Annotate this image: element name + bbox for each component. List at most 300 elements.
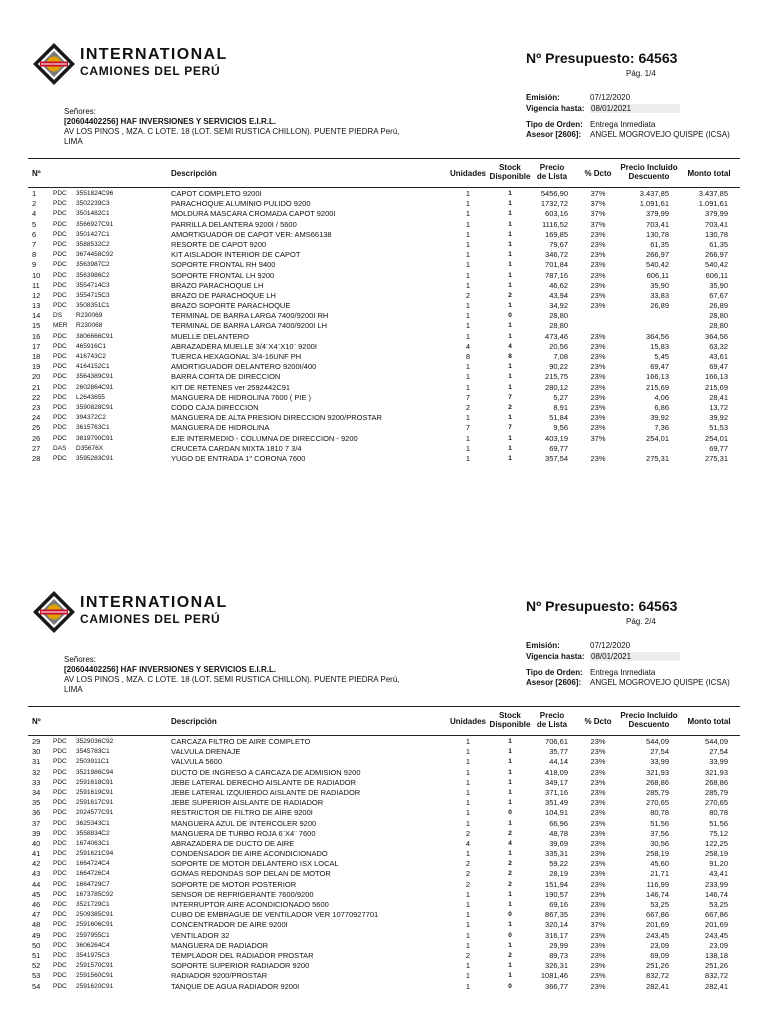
item-total: 258,19 (705, 849, 728, 859)
item-list-price: 48,78 (549, 828, 568, 838)
item-list-price: 1081,46 (540, 971, 568, 981)
item-description: RADIADOR 9200/PROSTAR (171, 971, 268, 981)
item-total: 201,69 (705, 920, 728, 930)
item-number: 41 (32, 849, 41, 859)
item-list-price: 701,84 (545, 260, 568, 270)
item-prefix: PDC (53, 353, 67, 360)
item-number: 9 (32, 260, 37, 270)
item-total: 146,74 (705, 889, 728, 899)
item-discount: 23% (590, 413, 606, 423)
item-code: 3501427C1 (76, 230, 110, 238)
item-net-price: 166,13 (646, 372, 669, 382)
item-stock: 1 (508, 190, 512, 197)
item-number: 53 (32, 971, 41, 981)
item-number: 26 (32, 433, 41, 443)
item-description: SENSOR DE REFRIGERANTE 7600/9200 (171, 889, 314, 899)
table-row (28, 869, 740, 879)
item-net-price: 130,78 (646, 229, 669, 239)
item-stock: 1 (508, 240, 512, 248)
item-total: 26,89 (709, 301, 728, 311)
item-net-price: 146,74 (646, 889, 669, 899)
item-total: 544,09 (705, 737, 728, 746)
item-units: 1 (465, 372, 471, 382)
item-prefix: PDC (53, 342, 67, 350)
item-description: TERMINAL DE BARRA LARGA 7400/9200I LH (171, 321, 328, 331)
item-total: 51,53 (709, 423, 728, 433)
item-code: 3508351C1 (76, 302, 110, 310)
item-total: 166,13 (705, 372, 728, 382)
item-units: 1 (465, 798, 471, 808)
item-number: 44 (32, 879, 41, 889)
item-discount: 23% (590, 341, 606, 351)
item-discount: 23% (590, 950, 606, 960)
item-total: 540,42 (705, 260, 728, 270)
item-code: 2591606C91 (76, 921, 114, 929)
emision-label: Emisión: (526, 93, 560, 102)
item-discount: 23% (590, 879, 606, 889)
item-discount: 23% (590, 940, 606, 950)
item-code: 1673785C92 (76, 890, 114, 898)
item-description: AMORTIGUADOR DELANTERO 9200I/400 (171, 362, 317, 372)
item-total: 3.437,85 (698, 189, 728, 198)
table-row (28, 220, 740, 230)
item-number: 47 (32, 910, 41, 920)
item-code: 3564389C91 (76, 373, 114, 381)
item-list-price: 473,46 (545, 331, 568, 341)
item-total: 1.091,61 (698, 199, 728, 209)
item-description: RESORTE DE CAPOT 9200 (171, 239, 267, 249)
table-row (28, 880, 740, 890)
item-list-price: 66,96 (549, 818, 568, 828)
item-description: SOPORTE FRONTAL RH 9400 (171, 260, 276, 270)
item-description: YUGO DE ENTRADA 1" CORONA 7600 (171, 453, 306, 463)
item-list-price: 8,91 (553, 402, 568, 412)
item-discount: 23% (590, 838, 606, 848)
item-prefix: PDC (53, 240, 67, 248)
table-row (28, 931, 740, 941)
item-prefix: MER (53, 322, 68, 330)
item-number: 22 (32, 392, 41, 402)
item-discount: 23% (590, 402, 606, 412)
col-total: Monto total (687, 717, 731, 726)
client-name: [20604402256] HAF INVERSIONES Y SERVICIOS E.I.R.L. (64, 665, 277, 674)
item-net-price: 544,09 (646, 737, 669, 746)
item-units: 1 (465, 910, 471, 920)
item-discount: 23% (590, 423, 606, 433)
table-row (28, 301, 740, 311)
item-total: 275,31 (705, 453, 728, 463)
brand-subtitle: CAMIONES DEL PERÚ (80, 612, 221, 626)
item-prefix: PDC (53, 921, 67, 929)
item-list-price: 418,09 (545, 767, 568, 777)
item-description: EJE INTERMEDIO - COLUMNA DE DIRECCION - 9200 (171, 433, 358, 443)
item-stock: 0 (508, 982, 512, 990)
item-description: KIT DE RETENES ver 2592442C91 (171, 382, 291, 392)
item-number: 45 (32, 889, 41, 899)
item-number: 54 (32, 981, 41, 991)
item-units: 2 (465, 402, 471, 412)
client-address: AV LOS PINOS , MZA. C LOTE. 18 (LOT. SEMI RUSTICA CHILLON). PUENTE PIEDRA Perú, (64, 675, 400, 684)
item-prefix: PDC (53, 809, 67, 817)
item-number: 20 (32, 372, 41, 382)
item-units: 1 (465, 189, 471, 198)
item-number: 40 (32, 838, 41, 848)
item-code: 1664729C7 (76, 880, 110, 888)
item-prefix: PDC (53, 332, 67, 340)
item-units: 2 (465, 290, 471, 300)
item-number: 1 (32, 189, 37, 198)
item-code: 2597955C1 (76, 931, 110, 939)
table-row (28, 839, 740, 849)
tipo-value: Entrega Inmediata (590, 120, 656, 129)
item-discount: 23% (590, 382, 606, 392)
table-row (28, 240, 740, 250)
item-code: 3563987C2 (76, 261, 110, 269)
item-code: 2503911C1 (76, 758, 110, 766)
table-row (28, 311, 740, 321)
item-total: 667,86 (705, 910, 728, 920)
page-number: Pág. 1/4 (626, 69, 656, 78)
item-number: 42 (32, 859, 41, 869)
quote-number: Nº Presupuesto: 64563 (526, 598, 678, 614)
item-prefix: PDC (53, 778, 67, 786)
item-units: 1 (465, 971, 471, 981)
item-total: 39,92 (709, 413, 728, 423)
item-number: 15 (32, 321, 41, 331)
item-total: 61,35 (709, 239, 728, 249)
item-total: 122,25 (705, 838, 728, 848)
item-total: 35,90 (709, 280, 728, 290)
item-list-price: 9,56 (553, 423, 568, 433)
item-discount: 23% (590, 250, 606, 260)
item-list-price: 28,19 (549, 869, 568, 879)
item-number: 2 (32, 199, 37, 209)
item-units: 1 (465, 250, 471, 260)
table-row (28, 434, 740, 444)
table-row (28, 383, 740, 393)
item-list-price: 89,73 (549, 950, 568, 960)
item-prefix: PDC (53, 911, 67, 919)
item-number: 50 (32, 940, 41, 950)
item-net-price: 15,83 (650, 341, 669, 351)
item-number: 31 (32, 757, 41, 767)
item-stock: 7 (508, 393, 512, 401)
item-net-price: 23,09 (650, 940, 669, 950)
item-net-price: 33,99 (650, 757, 669, 767)
item-code: 4164152C1 (76, 363, 110, 371)
item-list-price: 59,22 (549, 859, 568, 869)
item-units: 1 (465, 737, 471, 746)
item-units: 1 (465, 301, 471, 311)
table-row (28, 444, 740, 454)
item-number: 34 (32, 787, 41, 797)
item-stock: 1 (508, 941, 512, 949)
item-discount: 23% (590, 301, 606, 311)
item-number: 7 (32, 239, 37, 249)
item-number: 8 (32, 250, 37, 260)
tipo-label: Tipo de Orden: (526, 668, 583, 677)
item-stock: 1 (508, 819, 512, 827)
item-list-price: 357,54 (545, 453, 568, 463)
table-row (28, 199, 740, 209)
item-total: 215,69 (705, 382, 728, 392)
table-row (28, 403, 740, 413)
item-discount: 37% (590, 433, 606, 443)
item-code: 3501482C1 (76, 210, 110, 218)
item-stock: 1 (508, 363, 512, 371)
table-row (28, 788, 740, 798)
item-description: INTERRUPTOR AIRE ACONDICIONADO 5600 (171, 900, 329, 909)
item-code: 3554714C3 (76, 281, 110, 289)
item-net-price: 266,97 (646, 250, 669, 260)
table-row (28, 737, 740, 747)
item-number: 25 (32, 423, 41, 433)
item-list-price: 69,77 (549, 443, 568, 453)
item-list-price: 867,35 (545, 910, 568, 920)
item-list-price: 44,14 (549, 757, 568, 767)
item-code: 2591620C91 (76, 982, 114, 990)
item-description: SOPORTE SUPERIOR RADIADOR 9200 (171, 961, 310, 971)
item-list-price: 351,49 (545, 798, 568, 808)
item-discount: 37% (590, 199, 606, 209)
client-greeting: Señores: (64, 107, 97, 116)
item-discount: 23% (590, 290, 606, 300)
item-list-price: 39,69 (549, 838, 568, 848)
item-number: 33 (32, 777, 41, 787)
item-prefix: PDC (53, 839, 67, 847)
item-discount: 23% (590, 818, 606, 828)
item-stock: 1 (508, 444, 512, 452)
item-code: 3806666C91 (76, 332, 114, 340)
item-number: 23 (32, 402, 41, 412)
tipo-label: Tipo de Orden: (526, 120, 583, 129)
item-description: VALVULA 5600 (171, 757, 223, 767)
item-net-price: 30,56 (650, 838, 669, 848)
item-net-price: 667,86 (646, 910, 669, 920)
item-description: SOPORTE FRONTAL LH 9200 (171, 270, 275, 280)
item-units: 1 (465, 219, 471, 229)
item-total: 33,99 (709, 757, 728, 767)
item-description: MANGUERA DE TURBO ROJA 6¨X4¨ 7600 (171, 828, 316, 838)
item-stock: 1 (508, 210, 512, 218)
col-number: Nº (32, 169, 41, 178)
item-stock: 4 (508, 839, 512, 847)
item-list-price: 190,57 (545, 889, 568, 899)
item-discount: 23% (590, 930, 606, 940)
item-net-price: 321,93 (646, 767, 669, 777)
item-net-price: 258,19 (646, 849, 669, 859)
table-row (28, 393, 740, 403)
item-prefix: PDC (53, 850, 67, 858)
item-description: ABRAZADERA MUELLE 3/4¨X4¨X10¨ 9200I (171, 341, 317, 351)
item-units: 2 (465, 859, 471, 869)
tipo-value: Entrega Inmediata (590, 668, 656, 677)
item-units: 1 (465, 930, 471, 940)
col-total: Monto total (687, 169, 731, 178)
item-code: 2509385C91 (76, 911, 114, 919)
item-units: 1 (465, 747, 471, 757)
table-row (28, 260, 740, 270)
items-table-page-2 (28, 737, 740, 992)
item-net-price: 69,47 (650, 362, 669, 372)
table-row (28, 778, 740, 788)
item-code: R230068 (76, 322, 103, 330)
item-code: 2591621C94 (76, 850, 114, 858)
item-net-price: 832,72 (646, 971, 669, 981)
item-total: 23,09 (709, 940, 728, 950)
item-code: 3529036C92 (76, 738, 114, 745)
item-description: BARRA CORTA DE DIRECCION (171, 372, 281, 382)
item-stock: 0 (508, 931, 512, 939)
item-total: 266,97 (705, 250, 728, 260)
item-prefix: PDC (53, 941, 67, 949)
item-units: 4 (465, 341, 471, 351)
item-total: 91,20 (709, 859, 728, 869)
item-description: CONDENSADOR DE AIRE ACONDICIONADO (171, 849, 328, 859)
item-units: 1 (465, 229, 471, 239)
item-prefix: PDC (53, 972, 67, 980)
item-number: 35 (32, 798, 41, 808)
client-city: LIMA (64, 685, 83, 694)
item-net-price: 27,54 (650, 747, 669, 757)
table-row (28, 332, 740, 342)
table-row (28, 768, 740, 778)
item-list-price: 51,84 (549, 413, 568, 423)
item-code: 416743C2 (76, 353, 106, 360)
item-units: 1 (465, 270, 471, 280)
table-row (28, 951, 740, 961)
item-list-price: 215,75 (545, 372, 568, 382)
item-list-price: 69,16 (549, 900, 568, 909)
items-table-page-1 (28, 189, 740, 464)
item-net-price: 364,56 (646, 331, 669, 341)
item-stock: 1 (508, 738, 512, 745)
international-logo (32, 588, 232, 640)
item-list-price: 7,08 (553, 352, 568, 361)
vigencia-value: 08/01/2021 (590, 652, 680, 661)
item-total: 67,67 (709, 290, 728, 300)
item-stock: 7 (508, 424, 512, 432)
item-units: 1 (465, 239, 471, 249)
table-row (28, 271, 740, 281)
item-net-price: 251,26 (646, 961, 669, 971)
table-row (28, 920, 740, 930)
item-net-price: 540,42 (646, 260, 669, 270)
item-discount: 23% (590, 787, 606, 797)
item-units: 1 (465, 453, 471, 463)
item-prefix: PDC (53, 748, 67, 756)
item-total: 80,78 (709, 808, 728, 818)
item-number: 49 (32, 930, 41, 940)
item-total: 270,65 (705, 798, 728, 808)
item-list-price: 169,85 (545, 229, 568, 239)
item-code: 1664726C4 (76, 870, 110, 878)
item-code: 3551824C96 (76, 190, 114, 197)
item-units: 1 (465, 889, 471, 899)
item-discount: 37% (590, 219, 606, 229)
item-units: 2 (465, 869, 471, 879)
item-code: 3625343C1 (76, 819, 110, 827)
item-code: 1674063C1 (76, 839, 110, 847)
item-net-price: 275,31 (646, 453, 669, 463)
col-units: Unidades (449, 169, 486, 178)
item-net-price: 26,89 (650, 301, 669, 311)
col-price-2: de Lista (536, 172, 568, 181)
item-units: 1 (465, 443, 471, 453)
item-total: 138,18 (705, 950, 728, 960)
item-stock: 1 (508, 850, 512, 858)
col-net-price-2: Descuento (628, 720, 670, 729)
item-net-price: 3.437,85 (639, 189, 669, 198)
item-net-price: 703,41 (646, 219, 669, 229)
item-units: 1 (465, 940, 471, 950)
item-net-price: 21,71 (650, 869, 669, 879)
item-description: TEMPLADOR DEL RADIADOR PROSTAR (171, 950, 314, 960)
col-net-price-2: Descuento (628, 172, 670, 181)
item-number: 37 (32, 818, 41, 828)
item-description: MANGUERA AZUL DE INTERCOLER 9200 (171, 818, 317, 828)
item-stock: 1 (508, 200, 512, 208)
item-stock: 2 (508, 951, 512, 959)
item-prefix: PDC (53, 870, 67, 878)
item-stock: 2 (508, 870, 512, 878)
item-total: 13,72 (709, 402, 728, 412)
item-units: 1 (465, 413, 471, 423)
item-list-price: 90,22 (549, 362, 568, 372)
item-list-price: 349,17 (545, 777, 568, 787)
item-units: 1 (465, 777, 471, 787)
item-discount: 23% (590, 331, 606, 341)
item-total: 43,61 (709, 352, 728, 361)
item-description: JEBE LATERAL DERECHO AISLANTE DE RADIADOR (171, 777, 357, 787)
item-prefix: PDC (53, 434, 67, 442)
item-stock: 1 (508, 901, 512, 908)
item-number: 14 (32, 311, 41, 321)
table-row (28, 808, 740, 818)
item-units: 8 (465, 352, 471, 361)
item-total: 233,99 (705, 879, 728, 889)
item-units: 1 (465, 818, 471, 828)
table-row (28, 798, 740, 808)
item-net-price: 51,56 (650, 818, 669, 828)
col-discount: % Dcto (584, 717, 612, 726)
item-units: 1 (465, 260, 471, 270)
item-discount: 23% (590, 889, 606, 899)
item-units: 1 (465, 209, 471, 219)
item-prefix: PDC (53, 383, 67, 391)
item-total: 130,78 (705, 229, 728, 239)
item-discount: 23% (590, 910, 606, 920)
item-discount: 23% (590, 849, 606, 859)
item-number: 52 (32, 961, 41, 971)
item-number: 18 (32, 352, 41, 361)
emision-value: 07/12/2020 (590, 93, 631, 102)
item-list-price: 28,80 (549, 321, 568, 331)
item-stock: 1 (508, 322, 512, 330)
item-list-price: 46,62 (549, 280, 568, 290)
item-prefix: PDC (53, 454, 67, 462)
item-description: MOLDURA MASCARA CROMADA CAPOT 9200I (171, 209, 336, 219)
item-prefix: PDC (53, 403, 67, 411)
item-stock: 2 (508, 829, 512, 837)
item-description: GOMAS REDONDAS SOP DELAN DE MOTOR (171, 869, 331, 879)
item-code: 3590828C91 (76, 403, 114, 411)
item-description: PARRILLA DELANTERA 9200I / 5600 (171, 219, 297, 229)
item-stock: 1 (508, 962, 512, 970)
item-stock: 1 (508, 454, 512, 462)
table-row (28, 910, 740, 920)
item-code: 3521729C1 (76, 901, 110, 908)
